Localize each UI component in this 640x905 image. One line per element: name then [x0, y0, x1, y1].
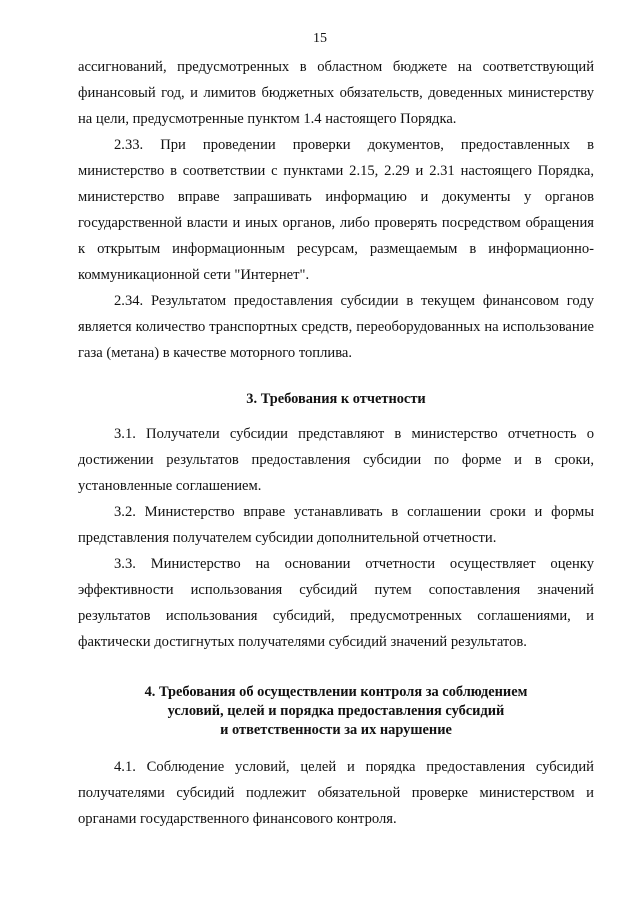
- section-4-heading-line: и ответственности за их нарушение: [220, 722, 452, 738]
- section-4-heading-line: 4. Требования об осуществлении контроля за соблюдением: [144, 684, 528, 700]
- paragraph-2-33: 2.33. При проведении проверки документов, предоставленных в министерство в соответствии с пунктами 2.15, 2.29 и 2.31 настоящего Порядка, министерство вправе запрашивать информацию и документы у органов государственной власти и иных органов, либо проверять посредством обращения к открытым информационным ресурсам, размещаемым в информационно-коммуникационной сети "Интернет".: [78, 137, 594, 283]
- paragraph-continuation: ассигнований, предусмотренных в областном бюджете на соответствующий финансовый год, и лимитов бюджетных обязательств, доведенных министерству на цели, предусмотренные пунктом 1.4 настоящего Порядка.: [78, 59, 594, 127]
- paragraph-3-2: 3.2. Министерство вправе устанавливать в соглашении сроки и формы представления получателем субсидии дополнительной отчетности.: [78, 504, 594, 546]
- section-4-heading-line: условий, целей и порядка предоставления субсидий: [167, 703, 505, 719]
- paragraph-4-1: 4.1. Соблюдение условий, целей и порядка предоставления субсидий получателями субсидий подлежит обязательной проверке министерством и органами государственного финансового контроля.: [78, 759, 594, 827]
- document-body: [78, 54, 594, 832]
- paragraph-2-34: 2.34. Результатом предоставления субсидии в текущем финансовом году является количество транспортных средств, переоборудованных на использование газа (метана) в качестве моторного топлива.: [78, 293, 594, 361]
- paragraph-3-1: 3.1. Получатели субсидии представляют в министерство отчетность о достижении результатов предоставления субсидии по форме и в сроки, установленные соглашением.: [78, 426, 594, 494]
- page-number: 15: [313, 31, 327, 46]
- paragraph-3-3: 3.3. Министерство на основании отчетности осуществляет оценку эффективности использования субсидий путем сопоставления значений результатов использования субсидий, предусмотренных соглашениями, и фактически достигнутых получателями субсидий значений результатов.: [78, 556, 594, 650]
- section-4-heading: [78, 683, 594, 740]
- section-3-heading: 3. Требования к отчетности: [246, 391, 426, 407]
